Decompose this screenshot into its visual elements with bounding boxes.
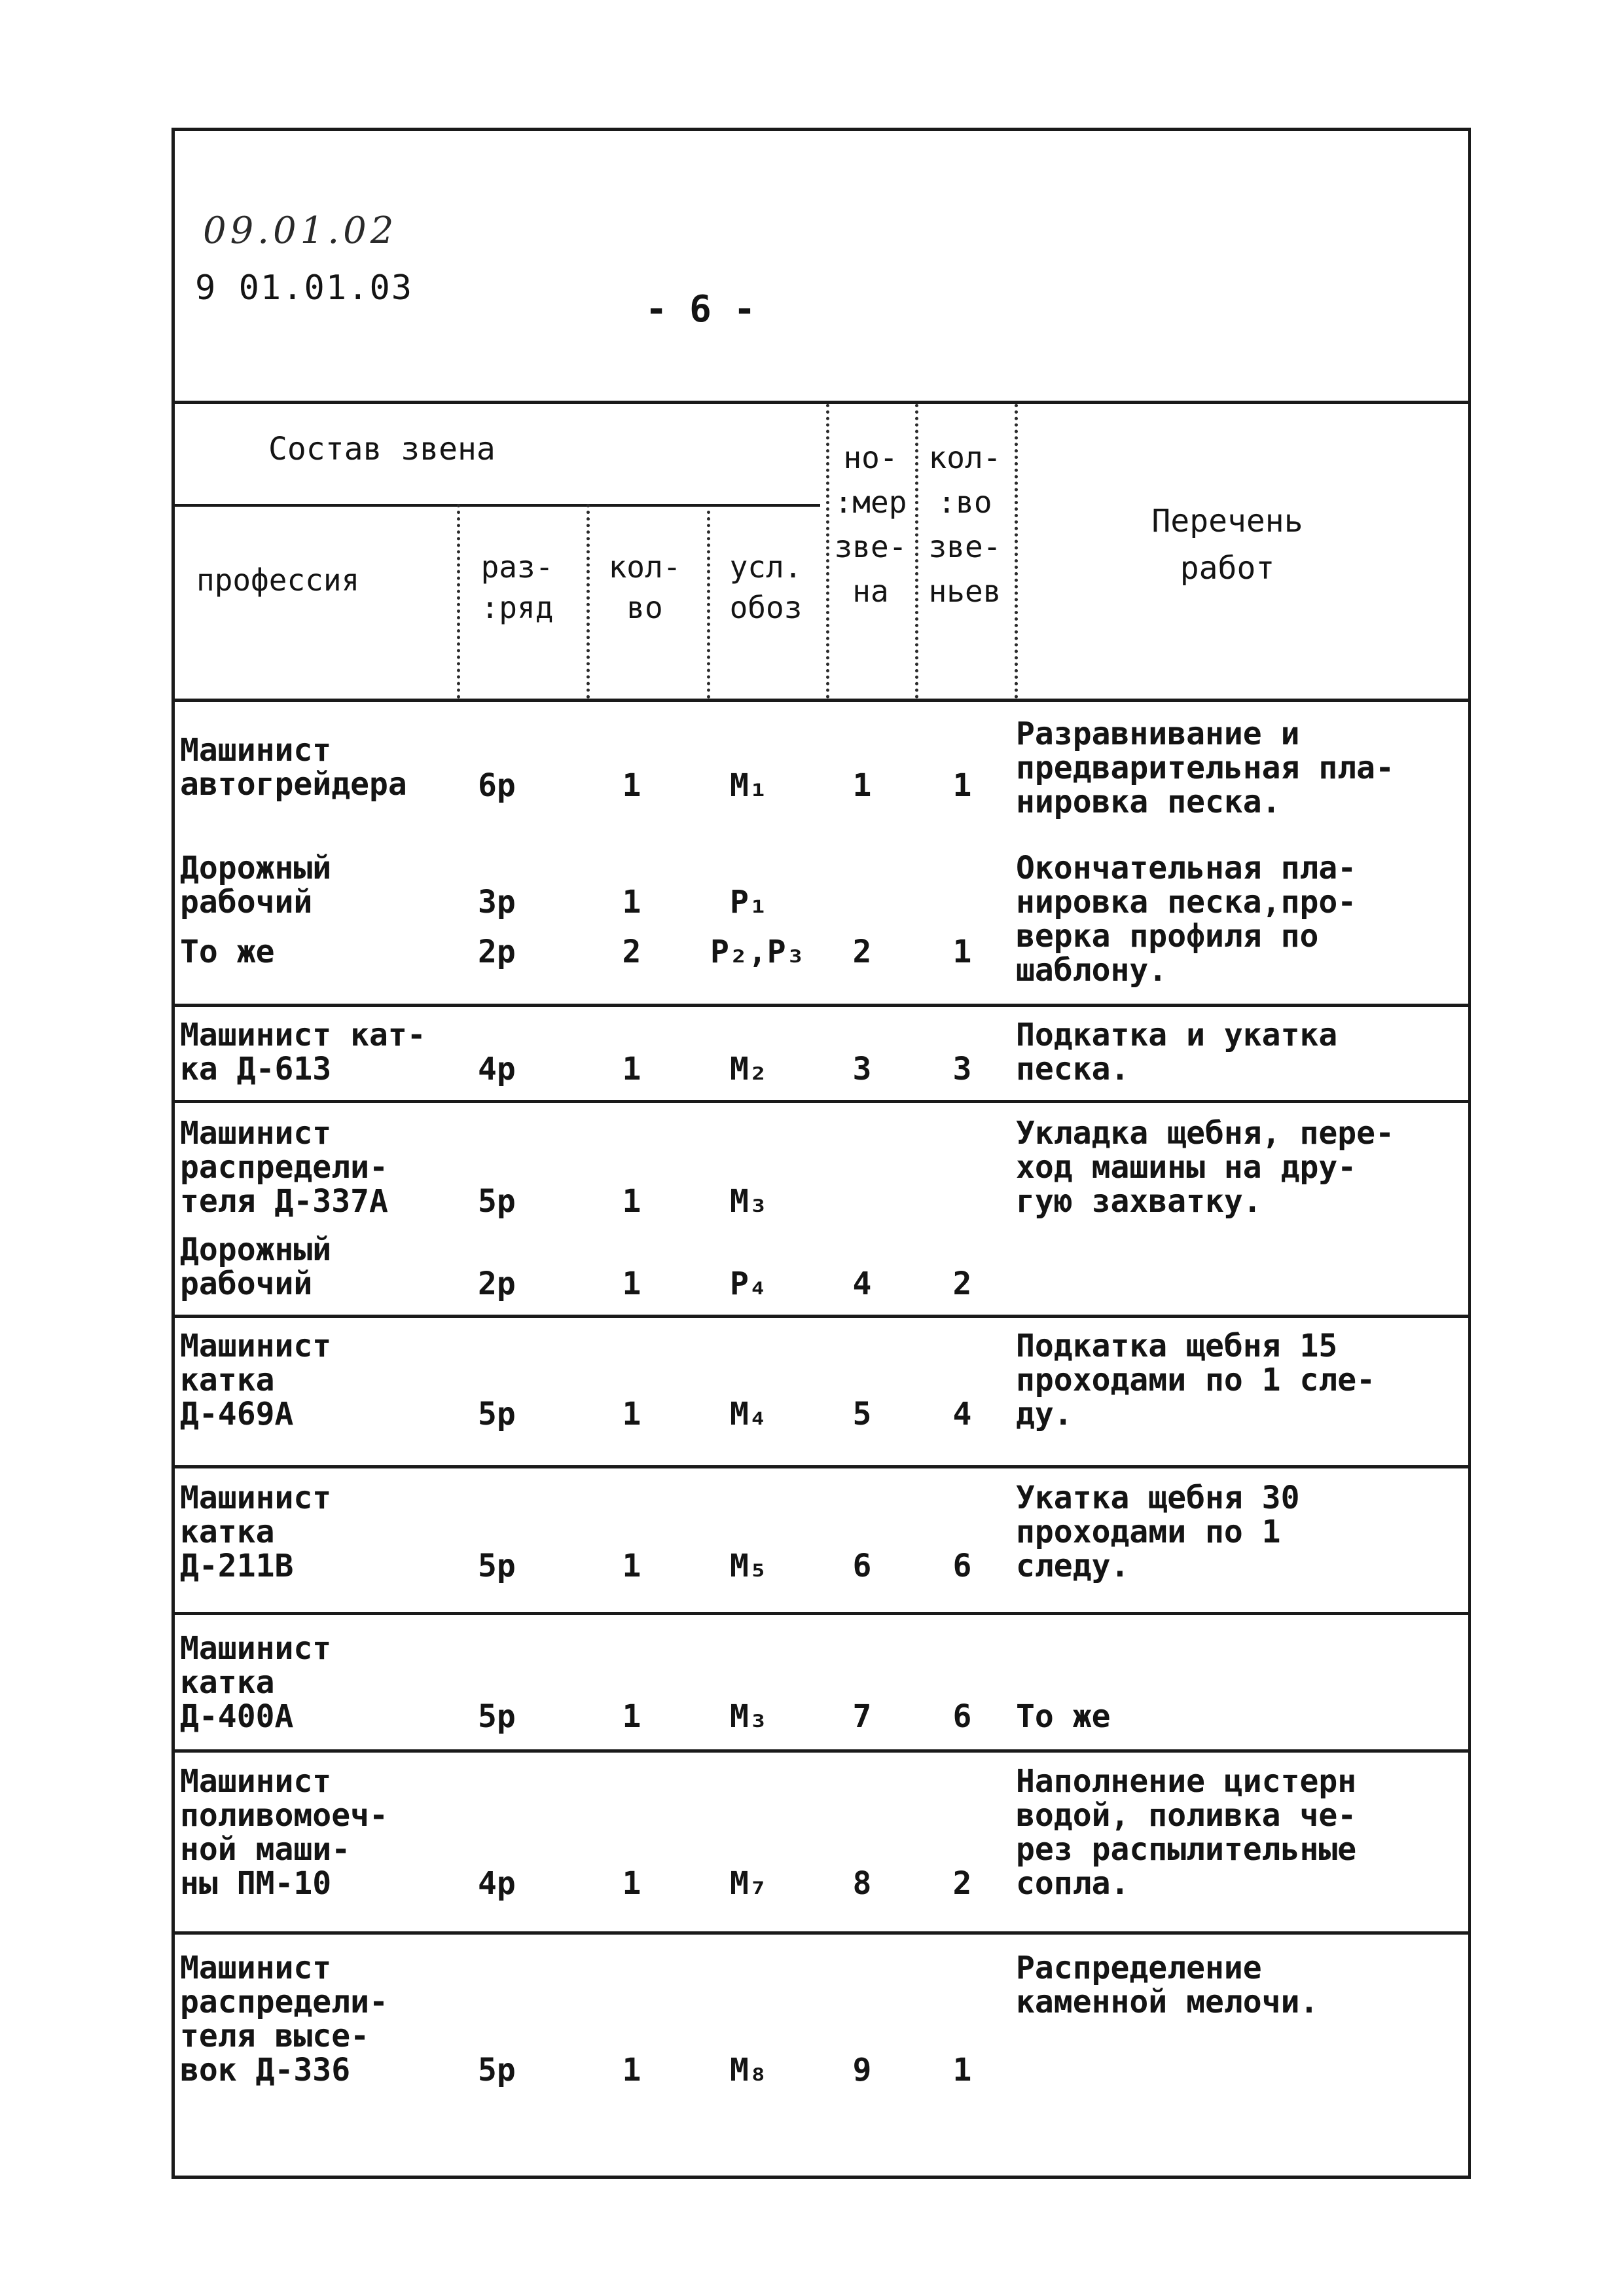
cell-number: 8 [852, 1865, 872, 1902]
cell-symbol: М₇ [730, 1865, 768, 1902]
cell-rank: 2р [478, 1266, 516, 1302]
header-rank: раз- :ряд [480, 549, 554, 625]
cell-symbol: Р₁ [730, 884, 768, 920]
header-designation: усл. обоз [729, 549, 803, 625]
cell-number: 2 [852, 934, 872, 970]
cell-count: 1 [622, 1396, 641, 1432]
cell-works: Наполнение цистерн водой, поливка че- рез распылительные сопла. [1016, 1763, 1357, 1902]
cell-profession: Машинист катка Д-211В [180, 1480, 332, 1584]
cell-symbol: М₃ [730, 1183, 768, 1220]
header-composition: Состав звена [268, 431, 496, 467]
row-rule [175, 1004, 1468, 1007]
cell-symbol: Р₄ [730, 1266, 768, 1302]
cell-profession: Машинист распредели- теля высе- вок Д-336 [180, 1950, 388, 2088]
cell-works: То же [1016, 1698, 1111, 1735]
cell-symbol: М₈ [730, 2052, 768, 2088]
cell-profession: Машинист автогрейдера [180, 732, 407, 803]
cell-links: 6 [952, 1548, 972, 1584]
cell-rank: 2р [478, 934, 516, 970]
cell-rank: 5р [478, 1396, 516, 1432]
document-code: 9 01.01.03 [195, 268, 414, 308]
header-top-rule [175, 401, 1468, 404]
cell-count: 1 [622, 1183, 641, 1220]
cell-profession: То же [180, 934, 275, 970]
cell-number: 1 [852, 767, 872, 804]
cell-works: Укатка щебня 30 проходами по 1 следу. [1016, 1480, 1300, 1584]
cell-profession: Машинист поливомоеч- ной маши- ны ПМ-10 [180, 1763, 388, 1902]
cell-rank: 5р [478, 1698, 516, 1735]
cell-symbol: Р₂,Р₃ [710, 934, 805, 970]
cell-rank: 4р [478, 1865, 516, 1902]
page-number: - 6 - [645, 288, 756, 331]
cell-number: 7 [852, 1698, 872, 1735]
handwritten-code: 09.01.02 [203, 210, 398, 252]
cell-profession: Машинист кат- ка Д-613 [180, 1017, 426, 1087]
cell-symbol: М₁ [730, 767, 768, 804]
cell-number: 3 [852, 1051, 872, 1087]
cell-links: 2 [952, 1266, 972, 1302]
header-profession: профессия [196, 562, 360, 598]
cell-links: 2 [952, 1865, 972, 1902]
row-rule [175, 1749, 1468, 1753]
cell-links: 4 [952, 1396, 972, 1432]
cell-count: 1 [622, 2052, 641, 2088]
cell-rank: 5р [478, 1183, 516, 1220]
cell-profession: Машинист катка Д-400А [180, 1630, 332, 1735]
cell-works: Разравнивание и предварительная пла- нировка песка. [1016, 716, 1394, 820]
cell-rank: 4р [478, 1051, 516, 1087]
header-split-rule [175, 504, 820, 507]
cell-rank: 3р [478, 884, 516, 920]
row-rule [175, 1315, 1468, 1318]
header-link-number: но- :мер зве- на [834, 440, 907, 609]
cell-count: 1 [622, 767, 641, 804]
cell-count: 1 [622, 1698, 641, 1735]
cell-profession: Машинист катка Д-469А [180, 1328, 332, 1432]
header-count: кол- во [608, 549, 681, 625]
cell-number: 5 [852, 1396, 872, 1432]
cell-symbol: М₄ [730, 1396, 768, 1432]
cell-count: 1 [622, 1266, 641, 1302]
cell-profession: Машинист распредели- теля Д-337А [180, 1115, 388, 1220]
cell-links: 1 [952, 767, 972, 804]
cell-number: 9 [852, 2052, 872, 2088]
cell-symbol: М₅ [730, 1548, 768, 1584]
cell-rank: 5р [478, 2052, 516, 2088]
cell-works: Подкатка щебня 15 проходами по 1 сле- ду. [1016, 1328, 1376, 1432]
row-rule [175, 1931, 1468, 1935]
header-works: Перечень работ [1151, 503, 1303, 587]
cell-symbol: М₃ [730, 1698, 768, 1735]
divider-dotted [1015, 404, 1018, 699]
cell-number: 6 [852, 1548, 872, 1584]
cell-profession: Дорожный рабочий [180, 1231, 332, 1302]
cell-count: 1 [622, 884, 641, 920]
cell-works: Подкатка и укатка песка. [1016, 1017, 1338, 1087]
cell-links: 3 [952, 1051, 972, 1087]
header-bottom-rule [175, 699, 1468, 702]
cell-links: 1 [952, 2052, 972, 2088]
cell-rank: 5р [478, 1548, 516, 1584]
cell-count: 1 [622, 1865, 641, 1902]
cell-count: 1 [622, 1051, 641, 1087]
cell-profession: Дорожный рабочий [180, 850, 332, 920]
cell-count: 2 [622, 934, 641, 970]
row-rule [175, 1612, 1468, 1615]
cell-works: Распределение каменной мелочи. [1016, 1950, 1319, 2020]
row-rule [175, 1465, 1468, 1468]
cell-symbol: М₂ [730, 1051, 768, 1087]
cell-links: 1 [952, 934, 972, 970]
cell-works: Окончательная пла- нировка песка,про- верка профиля по шаблону. [1016, 850, 1357, 989]
row-rule [175, 1100, 1468, 1103]
cell-works: Укладка щебня, пере- ход машины на дру- гую захватку. [1016, 1115, 1394, 1220]
cell-links: 6 [952, 1698, 972, 1735]
header-links-count: кол- :во зве- ньев [928, 440, 1001, 609]
cell-rank: 6р [478, 767, 516, 804]
cell-number: 4 [852, 1266, 872, 1302]
cell-count: 1 [622, 1548, 641, 1584]
